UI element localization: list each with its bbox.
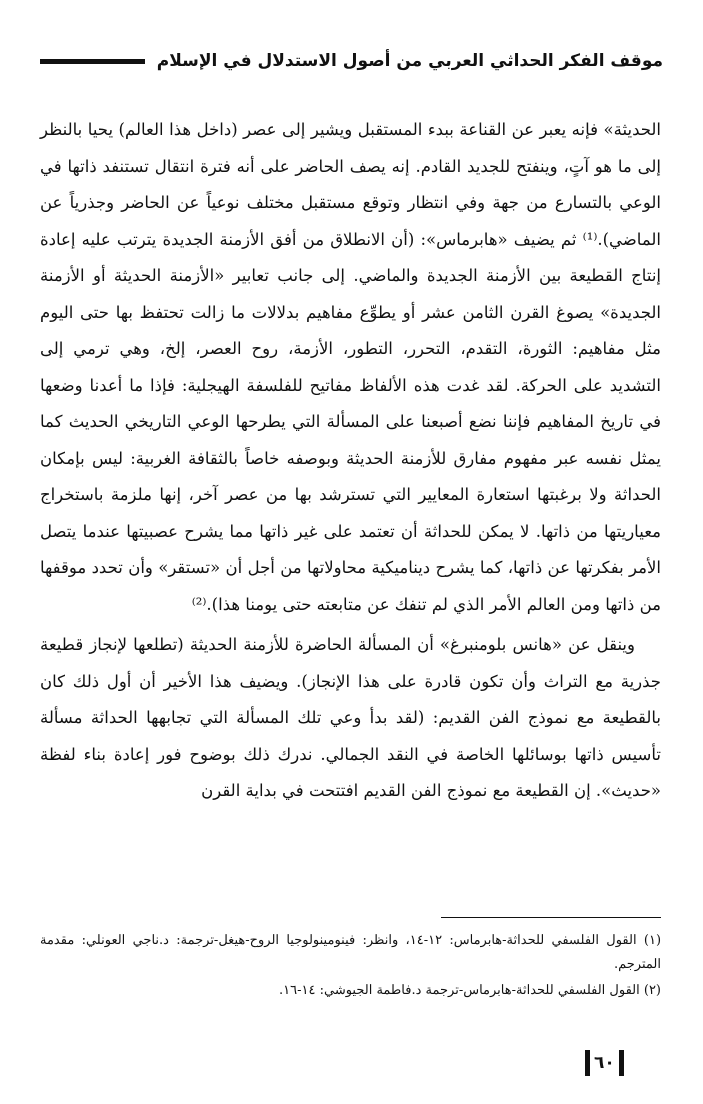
body-text [40,112,661,810]
footnote: (١) القول الفلسفي للحداثة-هابرماس: ١٢-١٤، وانظر: فينومينولوجيا الروح-هيغل-ترجمة: د.ناجي العونلي: مقدمة المترجم. [40,933,662,972]
header-rule [40,59,145,64]
running-header [40,45,663,77]
page-number [585,1050,624,1076]
page-number-bar-left [585,1050,590,1076]
paragraph: وينقل عن «هانس بلومنبرغ» أن المسألة الحاضرة للأزمنة الحديثة (تطلعها لإنجاز قطيعة جذرية مع التراث وأن تكون قادرة على هذا الإنجاز). ويضيف هذا الأخير أن أول ذلك كان بالقطيعة مع نموذج الفن القديم: (لقد بدأ وعي تلك المسألة التي تجابهها الحداثة مسألة تأسيس ذاتها بوسائلها الخاصة في النقد الجمالي. ندرك ذلك بوضوح فور إعادة بناء لفظة «حديث». إن القطيعة مع نموذج الفن القديم افتتحت في بداية القرن [40,635,661,800]
footnotes [40,929,661,1003]
footnote: (٢) القول الفلسفي للحداثة-هابرماس-ترجمة د.فاطمة الجيوشي: ١٤-١٦. [278,983,661,998]
footnote-separator [441,917,661,918]
paragraph: الحديثة» فإنه يعبر عن القناعة ببدء المستقبل ويشير إلى عصر (داخل هذا العالم) يحيا بالنظر إلى ما هو آتٍ، وينفتح للجديد القادم. إنه يصف الحاضر على أنه فترة انتقال تستنفد ذاتها في الوعي بالتسارع من جهة وفي انتظار وتوقع مستقبل مختلف نوعياً عن الحاضر وجذرياً عن الماضي).⁽¹⁾ ثم يضيف «هابرماس»: (أن الانطلاق من أفق الأزمنة الجديدة يترتب عليه إعادة إنتاج القطيعة بين الأزمنة الجديدة والماضي. إلى جانب تعابير «الأزمنة الحديثة أو الأزمنة الجديدة» يصوغ القرن الثامن عشر أو يطوِّع مفاهيم بدلالات ما زالت تحتفظ بها حتى اليوم مثل مفاهيم: الثورة، التقدم، التحرر، التطور، الأزمة، روح العصر، إلخ، وهي ترمي إلى التشديد على الحركة. لقد غدت هذه الألفاظ مفاتيح للفلسفة الهيجلية: فإذا ما أعدنا وضعها في تاريخ المفاهيم فإننا نضع أصبعنا على المسألة التي يطرحها الوعي التاريخي الحديث كما يمثل نفسه عبر مفهوم مفارق للأزمنة الحديثة وبوصفه خاصاً بالثقافة الغربية: ليس بإمكان الحداثة ولا برغبتها استعارة المعايير التي تسترشد بها من عصر آخر، إنها ملزمة باستخراج معياريتها من ذاتها. لا يمكن للحداثة أن تعتمد على غير ذاتها مما يشرح عصبيتها عندما يتصل الأمر بفكرتها عن ذاتها، كما يشرح ديناميكية محاولاتها من أجل أن «تستقر» وأن تحدد موقفها من ذاتها ومن العالم الأمر الذي لم تنفك عن متابعته حتى يومنا هذا).⁽²⁾ [40,120,661,614]
page-number-value: ٦٠ [594,1053,615,1073]
header-title: موقف الفكر الحداثي العربي من أصول الاستدلال في الإسلام [156,51,663,71]
page-number-bar-right [619,1050,624,1076]
